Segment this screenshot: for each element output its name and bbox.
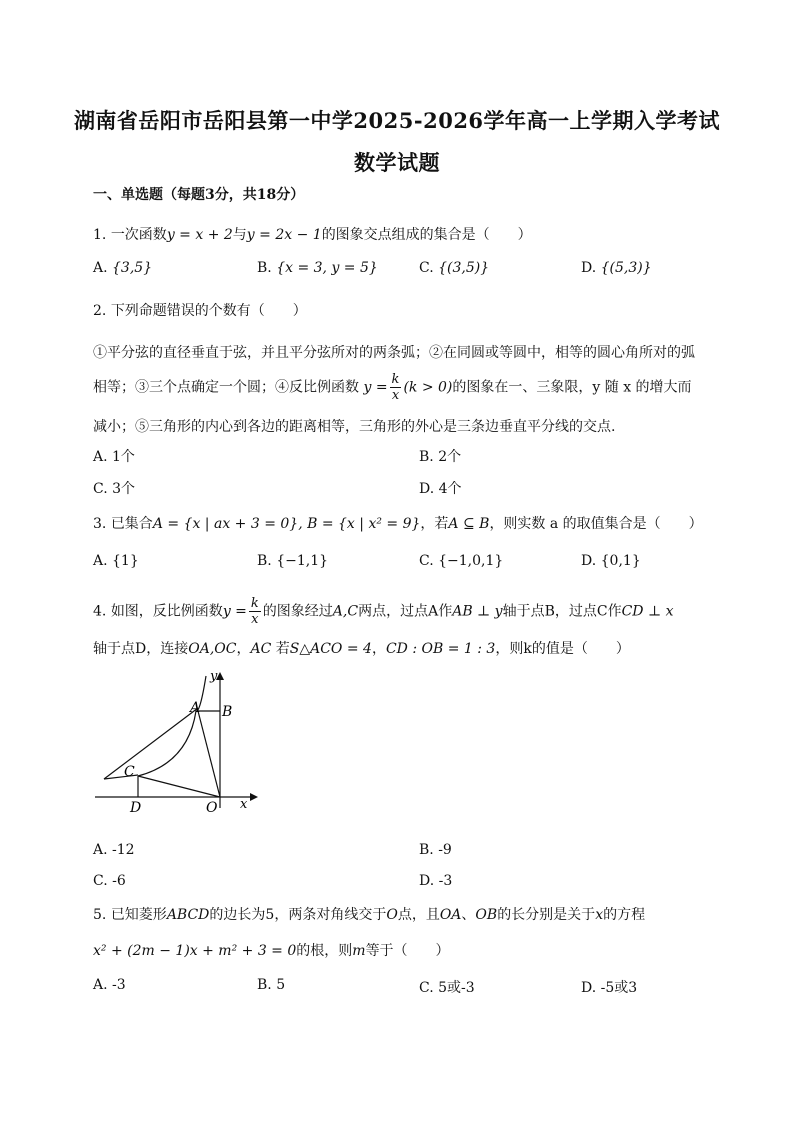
question-2-stem: 2. 下列命题错误的个数有（ ）: [93, 303, 307, 319]
q2-statement-line2: 相等；③三个点确定一个圆；④反比例函数 y = $\frac{k}{x}$ (k > 0)的图象在一、三象限，y 随 x 的增大而: [93, 372, 692, 403]
q1-option-d[interactable]: D. {(5,3)}: [581, 260, 652, 276]
question-3-stem: 3. 已集合A = {x | ax + 3 = 0}, B = {x | x² = 9}，若A ⊆ B，则实数 a 的取值集合是（ ）: [93, 516, 703, 532]
q5-option-a[interactable]: A. -3: [93, 977, 126, 993]
q2-option-d[interactable]: D. 4个: [419, 481, 462, 497]
q5-option-d[interactable]: D. -5或3: [581, 980, 638, 996]
question-number: 4.: [93, 603, 107, 620]
q2-option-c[interactable]: C. 3个: [93, 481, 136, 497]
q1-option-c[interactable]: C. {(3,5)}: [419, 260, 490, 276]
q3-option-d[interactable]: D. {0,1}: [581, 553, 641, 569]
document-title-line2: 数学试题: [354, 150, 440, 175]
question-4-stem-line1: 4. 如图，反比例函数y = $\frac{k}{x}$ 的图象经过A,C两点，过点A作AB ⊥ y轴于点B，过点C作CD ⊥ x: [93, 596, 674, 627]
question-1-stem: 1. 一次函数y = x + 2与y = 2x − 1的图象交点组成的集合是（ ）: [93, 227, 532, 243]
q4-option-a[interactable]: A. -12: [93, 842, 135, 858]
equation-2: y = 2x − 1: [246, 227, 322, 243]
q3-option-c[interactable]: C. {−1,0,1}: [419, 553, 504, 569]
question-4-stem-line2: 轴于点D，连接OA,OC，AC 若S△ACO = 4，CD : OB = 1 : 3，则k的值是（ ）: [93, 641, 630, 657]
q4-option-c[interactable]: C. -6: [93, 873, 126, 889]
line-through-c: [104, 708, 198, 779]
label-d: D: [130, 800, 142, 816]
question-number: 5.: [93, 907, 107, 923]
question-5-stem-line1: 5. 已知菱形ABCD的边长为5，两条对角线交于O点，且OA、OB的长分别是关于x的方程: [93, 907, 646, 923]
section-heading: 一、单选题（每题3分，共18分）: [93, 187, 305, 203]
question-number: 1.: [93, 227, 107, 243]
q1-option-a[interactable]: A. {3,5}: [93, 260, 153, 276]
segment-co: [138, 776, 220, 797]
label-b: B: [222, 704, 233, 720]
question-number: 2.: [93, 303, 107, 319]
quadratic-equation: x² + (2m − 1)x + m² + 3 = 0: [93, 943, 297, 959]
equation-1: y = x + 2: [166, 227, 233, 243]
q3-option-b[interactable]: B. {−1,1}: [257, 553, 329, 569]
label-a: A: [190, 700, 201, 716]
q2-statement-line3: 减小；⑤三角形的内心到各边的距离相等，三角形的外心是三条边垂直平分线的交点.: [93, 419, 616, 435]
q5-option-c[interactable]: C. 5或-3: [419, 980, 475, 996]
segment-ao: [198, 711, 220, 797]
hyperbola-curve: [138, 676, 206, 776]
q5-option-b[interactable]: B. 5: [257, 977, 286, 993]
q4-option-b[interactable]: B. -9: [419, 842, 452, 858]
label-y: y: [210, 669, 218, 684]
q1-option-b[interactable]: B. {x = 3, y = 5}: [257, 260, 378, 276]
label-x: x: [240, 797, 248, 812]
question-number: 3.: [93, 516, 107, 532]
q2-option-b[interactable]: B. 2个: [419, 449, 462, 465]
q3-option-a[interactable]: A. {1}: [93, 553, 139, 569]
document-title-line1: 湖南省岳阳市岳阳县第一中学2025-2026学年高一上学期入学考试: [73, 108, 721, 133]
fraction-k-over-x: $\frac{k}{x}$: [391, 372, 400, 403]
question-5-stem-line2: x² + (2m − 1)x + m² + 3 = 0的根，则m等于（ ）: [93, 943, 450, 959]
q2-statement-line1: ①平分弦的直径垂直于弦，并且平分弦所对的两条弧；②在同圆或等圆中，相等的圆心角所对的弧: [93, 345, 695, 361]
q4-figure: [90, 668, 260, 828]
x-axis-arrow: [250, 793, 258, 801]
label-c: C: [124, 764, 135, 780]
fraction-k-over-x: $\frac{k}{x}$: [250, 596, 259, 627]
q4-option-d[interactable]: D. -3: [419, 873, 453, 889]
label-o: O: [206, 800, 218, 816]
q2-option-a[interactable]: A. 1个: [93, 449, 135, 465]
